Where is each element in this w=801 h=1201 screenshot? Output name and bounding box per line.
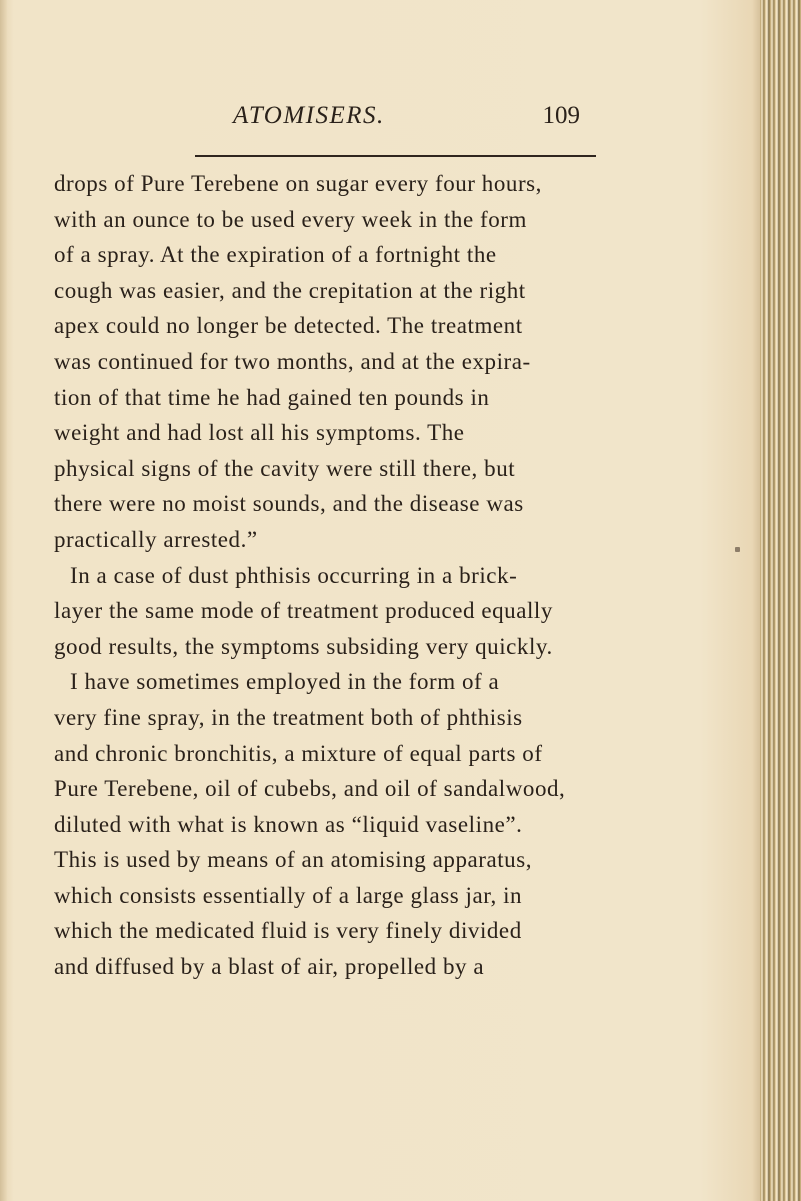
- header-rule: [195, 155, 596, 157]
- text-line: diluted with what is known as “liquid vaseline”.: [54, 811, 523, 837]
- text-line: cough was easier, and the crepitation at the right: [54, 277, 526, 303]
- text-line: which consists essentially of a large glass jar, in: [54, 882, 523, 908]
- text-line: with an ounce to be used every week in the form: [54, 206, 527, 232]
- text-line: tion of that time he had gained ten pounds in: [54, 384, 490, 410]
- text-line: Pure Terebene, oil of cubebs, and oil of sandalwood,: [54, 776, 566, 802]
- page-number: 109: [542, 102, 580, 129]
- text-line: there were no moist sounds, and the disease was: [54, 491, 524, 517]
- body-text: [54, 166, 619, 985]
- text-line: physical signs of the cavity were still there, but: [54, 455, 516, 481]
- paragraph-start-line: I have sometimes employed in the form of a: [70, 669, 500, 695]
- text-line: was continued for two months, and at the expira-: [54, 348, 531, 374]
- text-line: This is used by means of an atomising apparatus,: [54, 847, 533, 873]
- text-line: which the medicated fluid is very finely divided: [54, 918, 522, 944]
- paragraph-start-line: In a case of dust phthisis occurring in a brick-: [70, 562, 518, 588]
- text-line: very fine spray, in the treatment both of phthisis: [54, 704, 523, 730]
- text-line: and diffused by a blast of air, propelled by a: [54, 954, 485, 980]
- running-head-title: ATOMISERS.: [233, 102, 385, 129]
- running-head: [195, 102, 595, 144]
- paper-speck: [735, 547, 740, 552]
- page-left-edge: [0, 0, 7, 1201]
- text-line: of a spray. At the expiration of a fortnight the: [54, 242, 497, 268]
- page-fore-edge: [760, 0, 801, 1201]
- text-line: practically arrested.”: [54, 526, 258, 552]
- text-line: layer the same mode of treatment produced equally: [54, 598, 553, 624]
- text-line: drops of Pure Terebene on sugar every four hours,: [54, 171, 542, 196]
- text-line: good results, the symptoms subsiding very quickly.: [54, 633, 553, 659]
- text-line: and chronic bronchitis, a mixture of equal parts of: [54, 740, 543, 766]
- text-line: weight and had lost all his symptoms. The: [54, 420, 465, 446]
- text-line: apex could no longer be detected. The treatment: [54, 313, 523, 339]
